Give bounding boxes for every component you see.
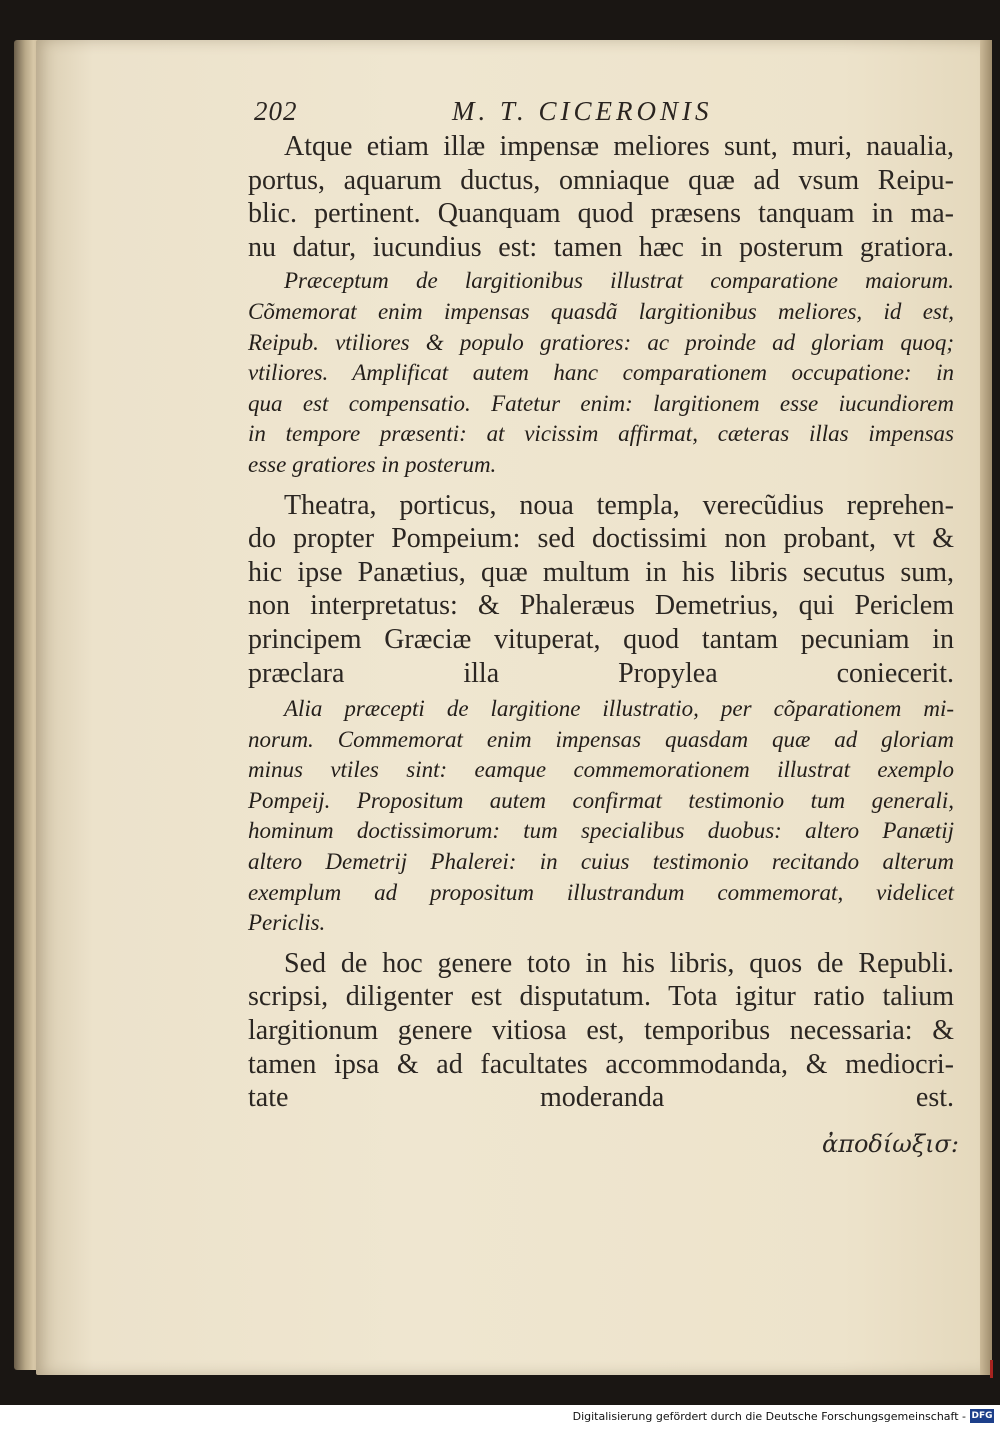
commentary-line: Periclis. [248, 910, 326, 936]
text-line: nu datur, iucundius est: tamen hæc in posterum gratiora. [248, 231, 954, 263]
text-line: præclara illa Propylea coniecerit. [248, 657, 954, 689]
text-line: do propter Pompeium: sed doctissimi non probant, vt & [248, 523, 954, 555]
running-head: M. T. CICERONIS [452, 96, 713, 126]
commentary-line: Præceptum de largitionibus illustrat comparatione maiorum. [284, 268, 954, 294]
paragraph-3 [248, 947, 954, 1115]
commentary-line: hominum doctissimorum: tum specialibus duobus: altero Panætij [248, 818, 954, 844]
commentary-line: minus vtiles sint: eamque commemorationem illustrat exemplo [248, 757, 954, 783]
page-number: 202 [254, 96, 298, 126]
text-line: Theatra, porticus, noua templa, verecũdius reprehen- [284, 489, 954, 521]
text-line: scripsi, diligenter est disputatum. Tota igitur ratio talium [248, 981, 954, 1013]
text-line: Sed de hoc genere toto in his libris, quos de Republi. [284, 947, 954, 979]
text-line: non interpretatus: & Phaleræus Demetrius, qui Periclem [248, 590, 954, 622]
footer-bar [0, 1405, 1000, 1429]
text-line: hic ipse Panætius, quæ multum in his libris secutus sum, [248, 556, 954, 588]
text-line: blic. pertinent. Quanquam quod præsens tanquam in ma- [248, 198, 954, 230]
ribbon-marker [990, 1360, 993, 1378]
text-line: portus, aquarum ductus, omniaque quæ ad vsum Reipu- [248, 164, 954, 196]
paragraph-2 [248, 489, 954, 691]
commentary-line: qua est compensatio. Fatetur enim: largitionem esse iucundiorem [248, 390, 954, 416]
dfg-logo: DFG [971, 1411, 993, 1421]
text-line: largitionum genere vitiosa est, temporibus necessaria: & [248, 1015, 954, 1047]
text-block [248, 130, 954, 1115]
commentary-line: Reipub. vtiliores & populo gratiores: ac proinde ad gloriam quoq; [248, 329, 954, 355]
commentary-line: altero Demetrij Phalerei: in cuius testimonio recitando alterum [248, 849, 954, 875]
text-line: tate moderanda est. [248, 1082, 954, 1114]
commentary-line: norum. Commemorat enim impensas quasdam quæ ad gloriam [248, 726, 954, 752]
catchword: ἀποδίωξισ: [822, 1130, 959, 1158]
commentary-line: esse gratiores in posterum. [248, 451, 497, 477]
text-line: tamen ipsa & ad facultates accommodanda, & mediocri- [248, 1048, 954, 1080]
page-gutter-edge [980, 40, 992, 1375]
paragraph-1 [248, 130, 954, 264]
text-line: principem Græciæ vituperat, quod tantam pecuniam in [248, 623, 954, 655]
commentary-line: exemplum ad propositum illustrandum commemorat, videlicet [248, 879, 954, 905]
commentary-1 [248, 266, 954, 480]
commentary-line: Alia præcepti de largitione illustratio, per cõparationem mi- [284, 696, 954, 722]
funding-credit: Digitalisierung gefördert durch die Deutsche Forschungsgemeinschaft - [572, 1410, 966, 1423]
commentary-line: Pompeij. Propositum autem confirmat testimonio tum generali, [248, 787, 954, 813]
commentary-line: vtiliores. Amplificat autem hanc comparationem occupatione: in [248, 360, 954, 386]
commentary-line: Cõmemorat enim impensas quasdã largitionibus meliores, id est, [248, 298, 954, 324]
text-line: Atque etiam illæ impensæ meliores sunt, muri, naualia, [284, 131, 954, 162]
commentary-line: in tempore præsenti: at vicissim affirmat, cæteras illas impensas [248, 421, 954, 447]
commentary-2 [248, 694, 954, 939]
